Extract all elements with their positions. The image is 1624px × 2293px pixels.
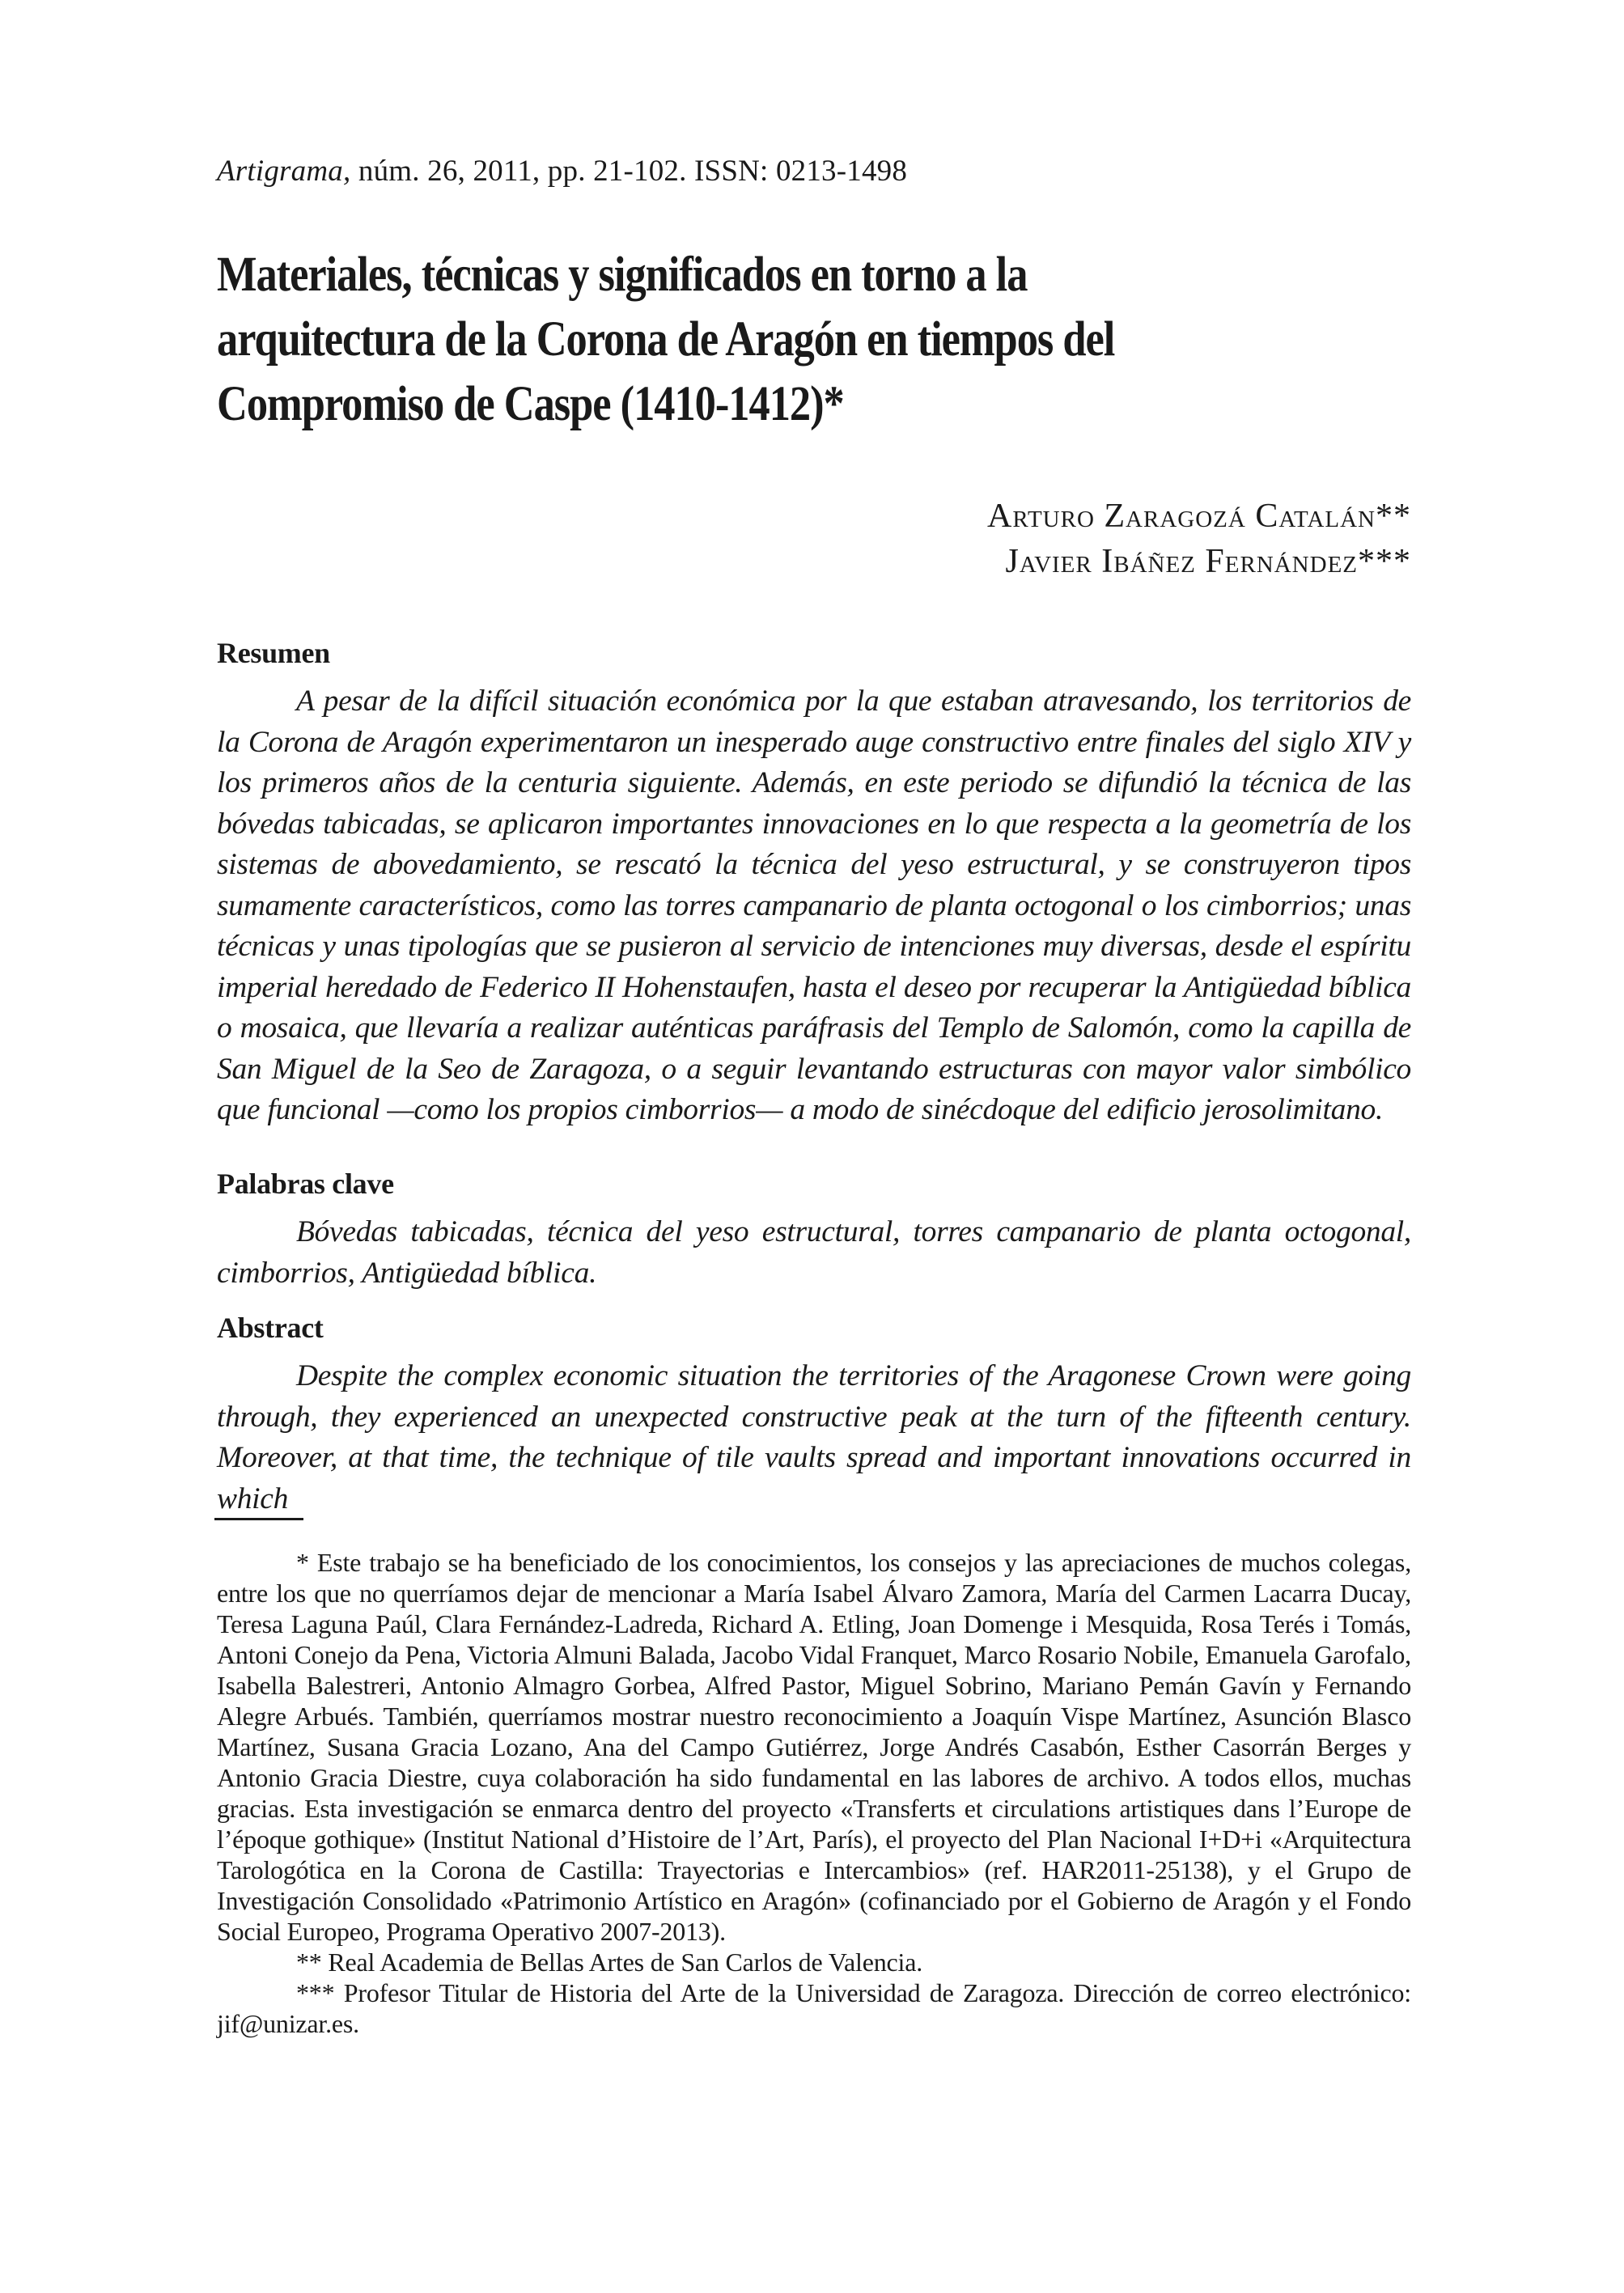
footnote-acknowledgements: * Este trabajo se ha beneficiado de los conocimientos, los consejos y las apreciaciones de muchos colegas, entre los que no querríamos dejar de mencionar a María Isabel Álvaro Zamora, María del Carmen Lacarra Ducay, Teresa Laguna Paúl, Clara Fernández-Ladreda, Richard A. Etling, Joan Domenge i Mesquida, Rosa Terés i Tomás, Antoni Conejo da Pena, Victoria Almuni Balada, Jacobo Vidal Franquet, Marco Rosario Nobile, Emanuela Garofalo, Isabella Balestreri, Antonio Almagro Gorbea, Alfred Pastor, Miguel Sobrino, Mariano Pemán Gavín y Fernando Alegre Arbués. También, querríamos mostrar nuestro reconocimiento a Joaquín Vispe Martínez, Asunción Blasco Martínez, Susana Gracia Lozano, Ana del Campo Gutiérrez, Jorge Andrés Casabón, Esther Casorrán Berges y Antonio Gracia Diestre, cuya colaboración ha sido fundamental en las labores de archivo. A todos ellos, muchas gracias. Esta investigación se enmarca dentro del proyecto «Transferts et circulations artistiques dans l’Europe de l’époque gothique» (Institut National d’Histoire de l’Art, París), el proyecto del Plan Nacional I+D+i «Arquitectura Tarologótica en la Corona de Castilla: Trayectorias e Intercambios» (ref. HAR2011-25138), y el Grupo de Investigación Consolidado «Patrimonio Artístico en Aragón» (cofinanciado por el Gobierno de Aragón y el Fondo Social Europeo, Programa Operativo 2007-2013). [217,1548,1411,1946]
palabras-clave-text: Bóvedas tabicadas, técnica del yeso estructural, torres campanario de planta octogonal, cimborrios, Antigüedad bíblica. [217,1215,1411,1290]
citation-info: núm. 26, 2011, pp. 21-102. ISSN: 0213-1498 [350,155,908,188]
running-head [217,154,907,189]
abstract-text: Despite the complex economic situation the territories of the Aragonese Crown were going through, they experienced an unexpected constructive peak at the turn of the fifteenth century. Moreover, at that time, the technique of tile vaults spread and important innovations occurred in which [217,1359,1411,1515]
journal-name: Artigrama, [217,155,351,188]
author-list [987,494,1411,584]
article-title: Materiales, técnicas y significados en torno a la arquitectura de la Corona de Aragón en tiempos del Compromiso de Caspe (1410-1412)* [217,248,1115,431]
author-name: Arturo Zaragozá Catalán** [987,498,1411,535]
resumen-heading: Resumen [217,637,330,669]
footnotes [217,1547,1411,2039]
author-name: Javier Ibáñez Fernández*** [1005,543,1411,580]
palabras-clave-heading: Palabras clave [217,1168,394,1200]
footnote-divider [214,1518,303,1520]
abstract-heading: Abstract [217,1312,324,1344]
footnote-author-1: ** Real Academia de Bellas Artes de San Carlos de Valencia. [296,1948,923,1977]
resumen-text: A pesar de la difícil situación económica por la que estaban atravesando, los territorios de la Corona de Aragón experimentaron un inesperado auge constructivo entre finales del siglo XIV y los primeros años de la centuria siguiente. Además, en este periodo se difundió la técnica de las bóvedas tabicadas, se aplicaron importantes innovaciones en lo que respecta a la geometría de los sistemas de abovedamiento, se rescató la técnica del yeso estructural, y se construyeron tipos sumamente característicos, como las torres campanario de planta octogonal o los cimborrios; unas técnicas y unas tipologías que se pusieron al servicio de intenciones muy diversas, desde el espíritu imperial heredado de Federico II Hohenstaufen, hasta el deseo por recuperar la Antigüedad bíblica o mosaica, que llevaría a realizar auténticas paráfrasis del Templo de Salomón, como la capilla de San Miguel de la Seo de Zaragoza, o a seguir levantando estructuras con mayor valor simbólico que funcional —como los propios cimborrios— a modo de sinécdoque del edificio jerosolimitano. [217,685,1411,1126]
footnote-author-2: *** Profesor Titular de Historia del Arte de la Universidad de Zaragoza. Dirección de correo electrónico: jif@unizar.es. [217,1978,1411,2038]
